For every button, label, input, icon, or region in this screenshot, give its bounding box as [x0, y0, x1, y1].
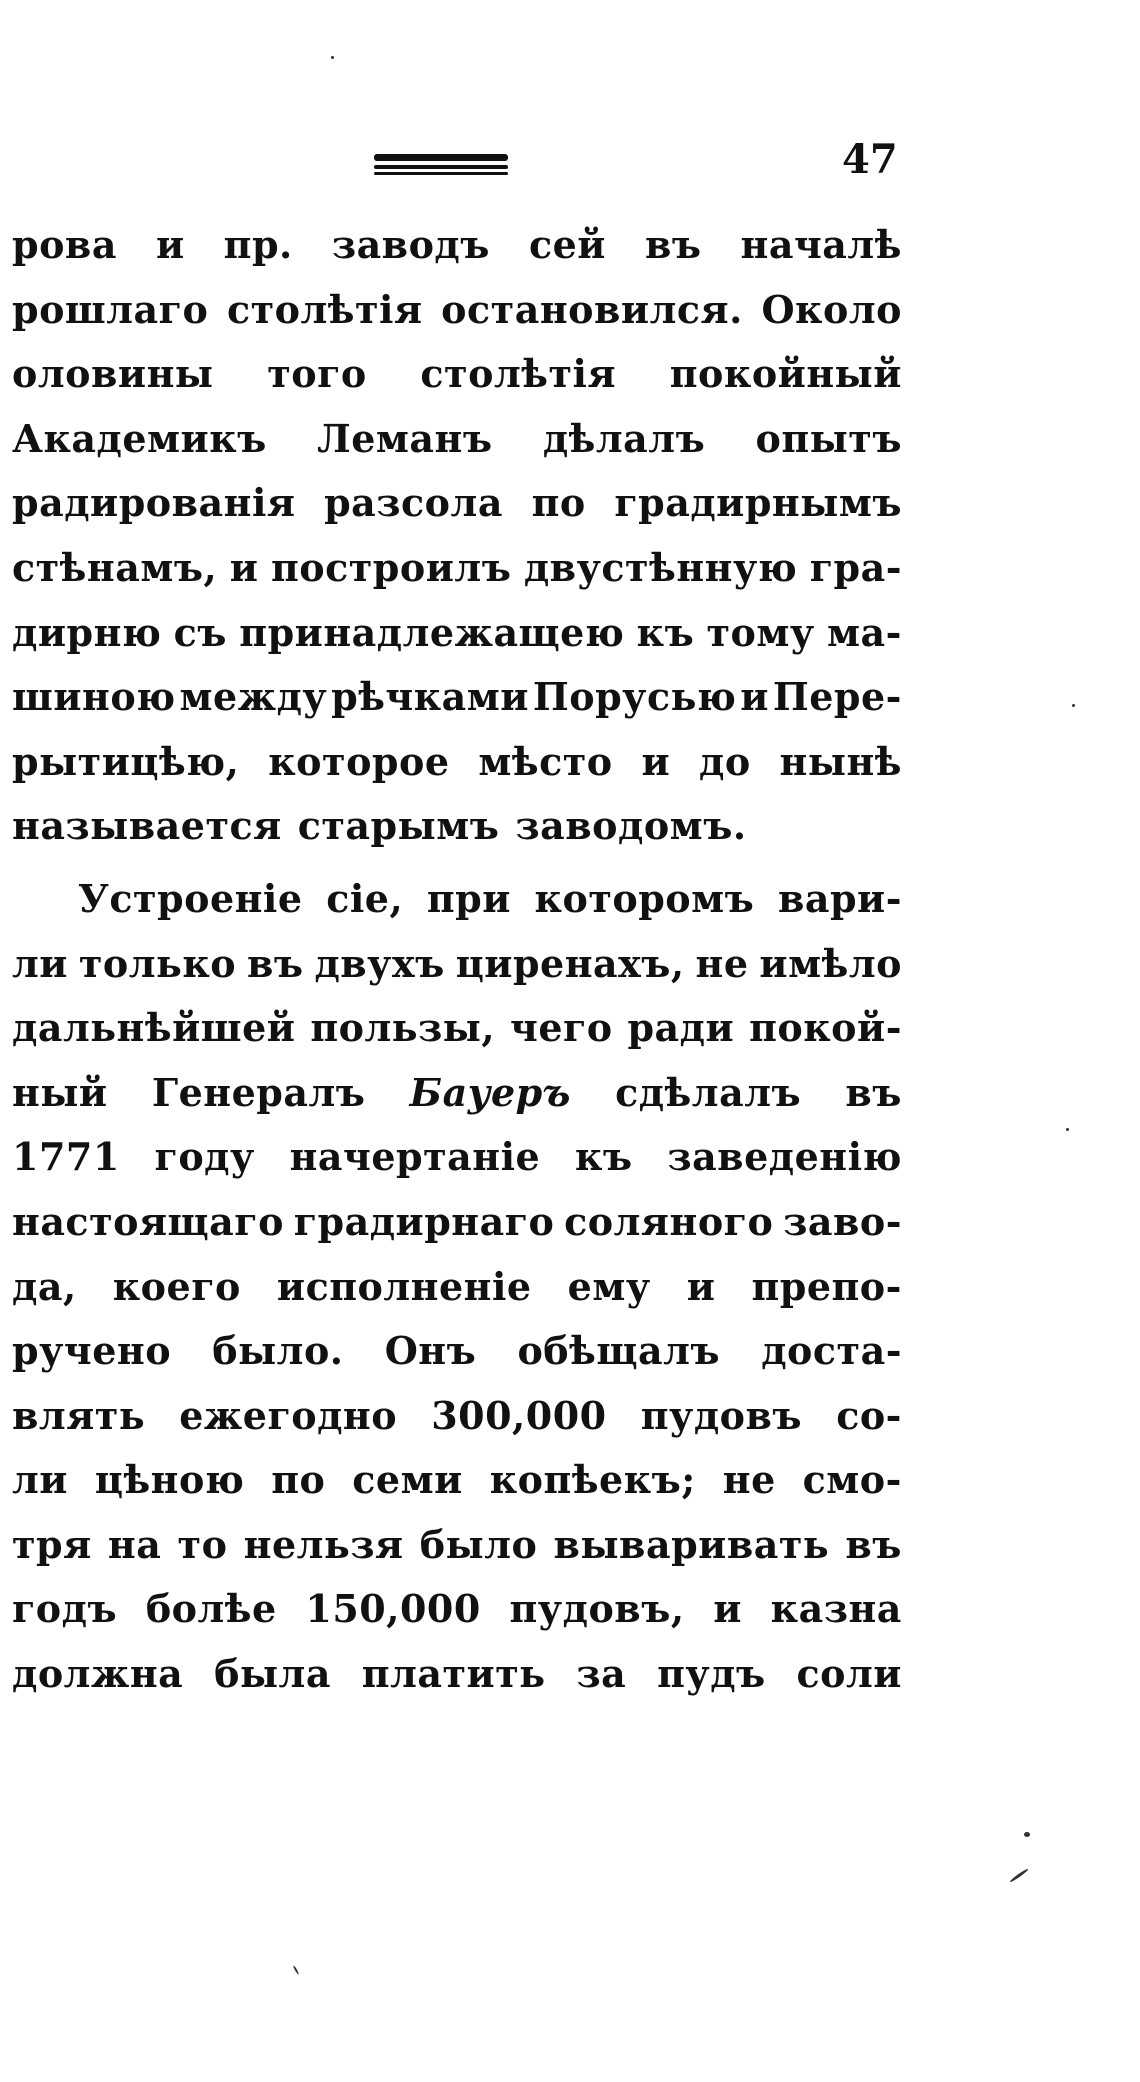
word: рѣчками	[331, 674, 529, 720]
word: заводъ	[331, 222, 490, 267]
word: семи	[352, 1457, 463, 1503]
word: градирнаго	[293, 1198, 555, 1244]
word: къ	[574, 1134, 633, 1180]
word: которомъ	[534, 875, 755, 921]
word: доста-	[761, 1328, 902, 1374]
word: ли	[12, 940, 68, 986]
word: принадлежащею	[239, 609, 625, 655]
word: копѣекъ;	[489, 1457, 696, 1503]
word: того	[267, 351, 367, 397]
word: радированія	[12, 480, 296, 526]
word: сдѣлалъ	[615, 1069, 802, 1115]
word: ный	[12, 1069, 108, 1115]
word: 300,000	[431, 1392, 607, 1438]
word: Устроеніе	[78, 875, 303, 921]
word: покой-	[749, 1005, 902, 1051]
word: за	[576, 1651, 627, 1697]
word: ручено	[12, 1328, 172, 1374]
scan-speck	[1024, 1832, 1030, 1837]
word: въ	[247, 940, 304, 986]
word: то	[177, 1521, 228, 1567]
word: градирнымъ	[614, 480, 902, 526]
text-line	[12, 351, 902, 416]
word: стѣнамъ,	[12, 544, 218, 590]
word: году	[154, 1134, 255, 1180]
word: и	[155, 222, 185, 267]
word: начертаніе	[289, 1134, 541, 1180]
word: циренахъ,	[455, 940, 685, 986]
text-line	[12, 545, 902, 610]
word: которое	[268, 738, 450, 784]
word: заведенію	[667, 1134, 902, 1180]
text-line	[12, 1134, 902, 1199]
word: смо-	[802, 1457, 902, 1503]
word: пудъ	[657, 1651, 766, 1697]
word: казна	[770, 1586, 902, 1632]
scan-speck	[1066, 1128, 1069, 1131]
text-line	[12, 416, 902, 481]
word: дирню	[12, 609, 162, 655]
text-line	[12, 1586, 902, 1651]
page-number: 47	[842, 136, 898, 183]
word: влять	[12, 1392, 146, 1438]
word: и	[229, 544, 259, 590]
word: пользы,	[310, 1005, 496, 1051]
word: оловины	[12, 351, 214, 397]
word: и	[713, 1586, 742, 1632]
word: гра-	[809, 544, 902, 590]
word: пудовъ,	[509, 1586, 685, 1632]
word: дальнѣйшей	[12, 1005, 296, 1051]
word: коего	[112, 1263, 241, 1309]
scan-speck	[293, 1965, 300, 1975]
word: на	[107, 1521, 162, 1567]
word: тому	[706, 609, 815, 655]
word: съ	[173, 609, 227, 655]
text-line	[12, 1005, 902, 1070]
word: столѣтія	[420, 351, 617, 397]
word: къ	[636, 609, 695, 655]
word: и	[686, 1263, 716, 1309]
word: рова	[12, 222, 117, 267]
word: и	[641, 738, 671, 784]
body-text	[12, 222, 902, 1716]
word: обѣщалъ	[517, 1328, 721, 1374]
word: заво-	[783, 1198, 902, 1244]
ornament-bar	[374, 165, 508, 169]
word: при	[426, 875, 511, 921]
word: сіе,	[326, 875, 404, 921]
word: ежегодно	[179, 1392, 398, 1438]
text-line	[12, 1457, 902, 1522]
word: со-	[836, 1392, 902, 1438]
scan-speck	[331, 56, 334, 59]
word: и	[740, 674, 769, 720]
word: между	[179, 674, 328, 720]
word: нельзя	[243, 1521, 404, 1567]
word: платить	[361, 1651, 546, 1697]
word: пудовъ	[640, 1392, 803, 1438]
word: пр.	[223, 222, 293, 267]
word: 150,000	[305, 1586, 481, 1632]
word: соли	[796, 1651, 902, 1697]
word: 1771	[12, 1134, 120, 1180]
word: рошлаго	[12, 286, 209, 332]
word: до	[699, 738, 751, 784]
word: ма-	[827, 609, 902, 655]
word: имѣло	[759, 940, 902, 986]
word: была	[214, 1651, 331, 1697]
word: соляного	[564, 1198, 774, 1244]
word: Бауеръ	[409, 1069, 571, 1115]
word: вари-	[777, 875, 902, 921]
word: исполненіе	[276, 1263, 532, 1309]
text-line	[12, 1651, 902, 1716]
word: двухъ	[314, 940, 445, 986]
word: нынѣ	[779, 738, 902, 784]
text-line	[12, 941, 902, 1006]
word: въ	[644, 222, 702, 267]
word: должна	[12, 1651, 184, 1697]
text-line	[12, 610, 902, 675]
word: въ	[845, 1069, 902, 1115]
paragraph-1	[12, 222, 902, 868]
word: не	[695, 940, 749, 986]
word: только	[78, 940, 237, 986]
word: столѣтія	[226, 286, 423, 332]
word: ему	[567, 1263, 651, 1309]
text-line	[12, 1199, 902, 1264]
word: мѣсто	[478, 738, 613, 784]
word: дѣлалъ	[542, 415, 706, 461]
word: было	[419, 1521, 538, 1567]
word: препо-	[751, 1263, 902, 1309]
word: сей	[528, 222, 606, 267]
text-line	[12, 1328, 902, 1393]
word: Онъ	[384, 1328, 477, 1374]
word: тря	[12, 1521, 92, 1567]
word: было.	[212, 1328, 344, 1374]
word: Академикъ	[12, 415, 267, 461]
text-line	[12, 1522, 902, 1587]
word: болѣе	[145, 1586, 277, 1632]
header-ornament-rule	[374, 154, 508, 174]
word: Порусью	[532, 674, 737, 720]
word: Пере-	[772, 674, 902, 720]
word: покойный	[669, 351, 902, 397]
word: остановился.	[441, 286, 743, 332]
text-line	[12, 1393, 902, 1458]
word: ради	[627, 1005, 735, 1051]
word: Леманъ	[317, 415, 493, 461]
word: двустѣнную	[523, 544, 798, 590]
word: Генералъ	[151, 1069, 366, 1115]
word: цѣною	[94, 1457, 245, 1503]
word: старымъ	[297, 803, 500, 849]
word: разсола	[324, 480, 503, 526]
word: годъ	[12, 1586, 118, 1632]
word: въ	[845, 1521, 902, 1567]
word: настоящаго	[12, 1198, 284, 1244]
ornament-bar	[374, 172, 508, 175]
word: началѣ	[740, 222, 902, 267]
scan-speck	[1072, 704, 1075, 707]
word: опытъ	[755, 415, 902, 461]
text-line	[12, 287, 902, 352]
word: ли	[12, 1457, 68, 1503]
word: вываривать	[553, 1521, 830, 1567]
word: не	[722, 1457, 776, 1503]
word: Около	[761, 286, 902, 332]
text-line	[12, 222, 902, 287]
text-line	[12, 674, 902, 739]
word: рытицѣю,	[12, 738, 240, 784]
text-line	[12, 876, 902, 941]
scan-speck	[1009, 1868, 1029, 1883]
word: построилъ	[270, 544, 512, 590]
word: по	[271, 1457, 326, 1503]
text-line	[12, 803, 902, 868]
word: заводомъ.	[515, 803, 747, 849]
text-line	[12, 1264, 902, 1329]
text-line	[12, 739, 902, 804]
word: по	[531, 480, 586, 526]
text-line	[12, 480, 902, 545]
word: да,	[12, 1263, 77, 1309]
word: называется	[12, 803, 282, 849]
word: шиною	[12, 674, 176, 720]
paragraph-2	[12, 876, 902, 1716]
word: чего	[510, 1005, 613, 1051]
ornament-bar	[374, 154, 508, 161]
text-line	[12, 1070, 902, 1135]
